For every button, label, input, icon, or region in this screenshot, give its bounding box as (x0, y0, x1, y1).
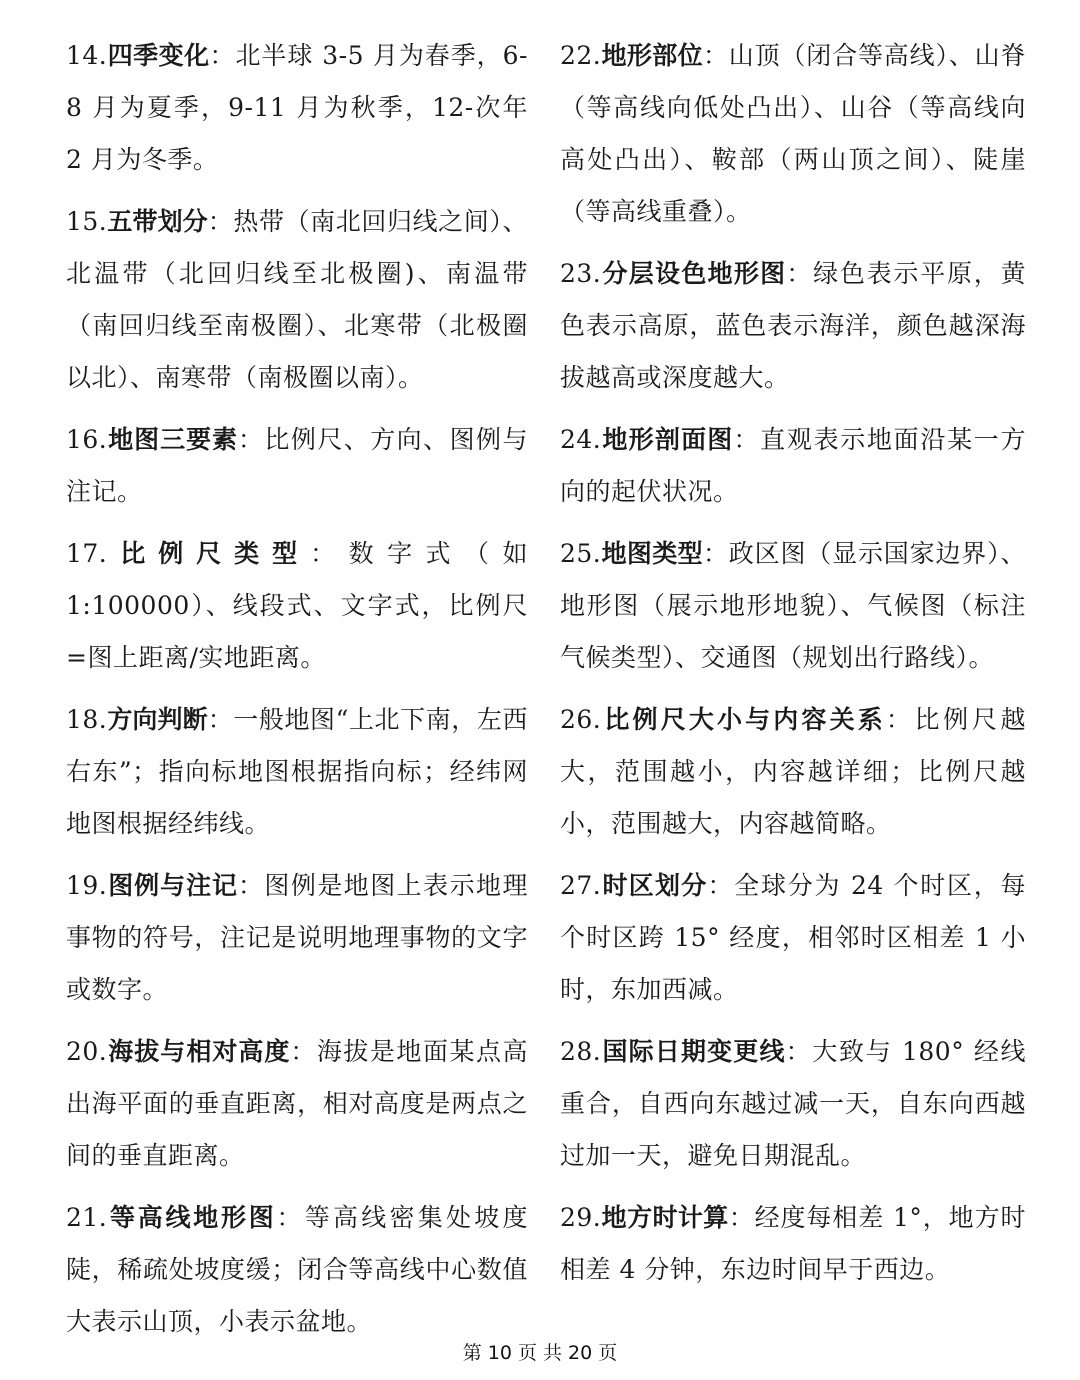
item-term: 地形剖面图 (601, 425, 734, 454)
item-body: 全球分为 24 个时区，每个时区跨 15° 经度，相邻时区相差 1 小时，东加西减。 (560, 871, 1026, 1004)
knowledge-item (560, 528, 1026, 684)
item-body: 山顶（闭合等高线）、山脊（等高线向低处凸出）、山谷（等高线向高处凸出）、鞍部（两山顶之间）、陡崖（等高线重叠）。 (560, 41, 1026, 226)
item-separator: ： (237, 871, 265, 900)
right-column (560, 30, 1026, 1358)
item-number: 29. (560, 1203, 602, 1232)
knowledge-item (66, 30, 528, 186)
left-column (66, 30, 528, 1358)
item-term: 等高线地形图 (107, 1203, 277, 1232)
item-body: 政区图（显示国家边界）、地形图（展示地形地貌）、气候图（标注气候类型）、交通图（规划出行路线）。 (560, 539, 1026, 672)
item-term: 地图类型 (601, 539, 703, 568)
item-number: 23. (560, 259, 602, 288)
item-body: 热带（南北回归线之间）、北温带（北回归线至北极圈)、南温带（南回归线至南极圈）、北寒带（北极圈以北）、南寒带（南极圈以南）。 (66, 207, 528, 392)
item-body: 图例是地图上表示地理事物的符号，注记是说明地理事物的文字或数字。 (66, 871, 528, 1004)
item-separator: ： (702, 41, 729, 70)
item-number: 18. (66, 705, 108, 734)
item-separator: ： (786, 259, 814, 288)
item-term: 分层设色地形图 (601, 259, 787, 288)
item-body: 大致与 180° 经线重合，自西向东越过减一天，自东向西越过加一天，避免日期混乱。 (560, 1037, 1026, 1170)
item-body: 北半球 3-5 月为春季，6-8 月为夏季，9-11 月为秋季，12-次年 2 月为冬季。 (66, 41, 528, 174)
item-separator: ： (310, 539, 349, 568)
item-number: 24. (560, 425, 602, 454)
item-separator: ： (209, 41, 236, 70)
item-term: 比例尺大小与内容关系 (601, 705, 886, 734)
item-number: 15. (66, 207, 108, 236)
knowledge-item (560, 694, 1026, 850)
item-separator: ： (728, 1203, 755, 1232)
item-number: 25. (560, 539, 602, 568)
knowledge-item (66, 196, 528, 404)
item-term: 四季变化 (107, 41, 210, 70)
document-page (66, 30, 1026, 1358)
item-number: 21. (66, 1203, 108, 1232)
item-body: 绿色表示平原，黄色表示高原，蓝色表示海洋，颜色越深海拔越高或深度越大。 (560, 259, 1026, 392)
knowledge-item (66, 1192, 528, 1348)
item-body: 等高线密集处坡度陡，稀疏处坡度缓；闭合等高线中心数值大表示山顶，小表示盆地。 (66, 1203, 528, 1336)
item-term: 地形部位 (601, 41, 703, 70)
knowledge-item (560, 248, 1026, 404)
knowledge-item (560, 30, 1026, 238)
item-number: 14. (66, 41, 108, 70)
item-separator: ： (237, 425, 265, 454)
item-number: 20. (66, 1037, 108, 1066)
item-number: 16. (66, 425, 108, 454)
item-separator: ： (207, 705, 234, 734)
item-term: 方向判断 (107, 705, 208, 734)
item-body: 海拔是地面某点高出海平面的垂直距离，相对高度是两点之间的垂直距离。 (66, 1037, 528, 1170)
item-body: 数字式（如 1:100000）、线段式、文字式，比例尺=图上距离/实地距离。 (66, 539, 528, 672)
knowledge-item (560, 414, 1026, 518)
page-footer: 第 10 页 共 20 页 (462, 1342, 618, 1364)
item-body: 经度每相差 1°，地方时相差 4 分钟，东边时间早于西边。 (560, 1203, 1026, 1284)
item-term: 地图三要素 (107, 425, 238, 454)
item-body: 一般地图“上北下南，左西右东”；指向标地图根据指向标；经纬网地图根据经纬线。 (66, 705, 528, 838)
item-number: 19. (66, 871, 108, 900)
item-number: 28. (560, 1037, 602, 1066)
item-number: 27. (560, 871, 602, 900)
item-term: 海拔与相对高度 (107, 1037, 291, 1066)
item-number: 22. (560, 41, 602, 70)
item-body: 直观表示地面沿某一方向的起伏状况。 (560, 425, 1026, 506)
item-separator: ： (276, 1203, 305, 1232)
item-separator: ： (707, 871, 735, 900)
item-separator: ： (885, 705, 915, 734)
knowledge-item (66, 860, 528, 1016)
item-separator: ： (785, 1037, 813, 1066)
item-number: 26. (560, 705, 602, 734)
item-term: 地方时计算 (601, 1203, 729, 1232)
item-term: 五带划分 (107, 207, 208, 236)
item-term: 国际日期变更线 (601, 1037, 786, 1066)
item-separator: ： (733, 425, 761, 454)
knowledge-item (560, 860, 1026, 1016)
item-body: 比例尺越大，范围越小，内容越详细；比例尺越小，范围越大，内容越简略。 (560, 705, 1026, 838)
item-separator: ： (207, 207, 234, 236)
item-body: 比例尺、方向、图例与注记。 (66, 425, 528, 506)
knowledge-item (66, 694, 528, 850)
knowledge-item (66, 1026, 528, 1182)
knowledge-item (66, 528, 528, 684)
knowledge-item (560, 1192, 1026, 1296)
knowledge-item (560, 1026, 1026, 1182)
item-number: 17. (66, 539, 108, 568)
item-separator: ： (702, 539, 729, 568)
item-term: 图例与注记 (107, 871, 238, 900)
item-term: 比例尺类型 (107, 539, 311, 568)
item-term: 时区划分 (601, 871, 708, 900)
knowledge-item (66, 414, 528, 518)
item-separator: ： (290, 1037, 317, 1066)
